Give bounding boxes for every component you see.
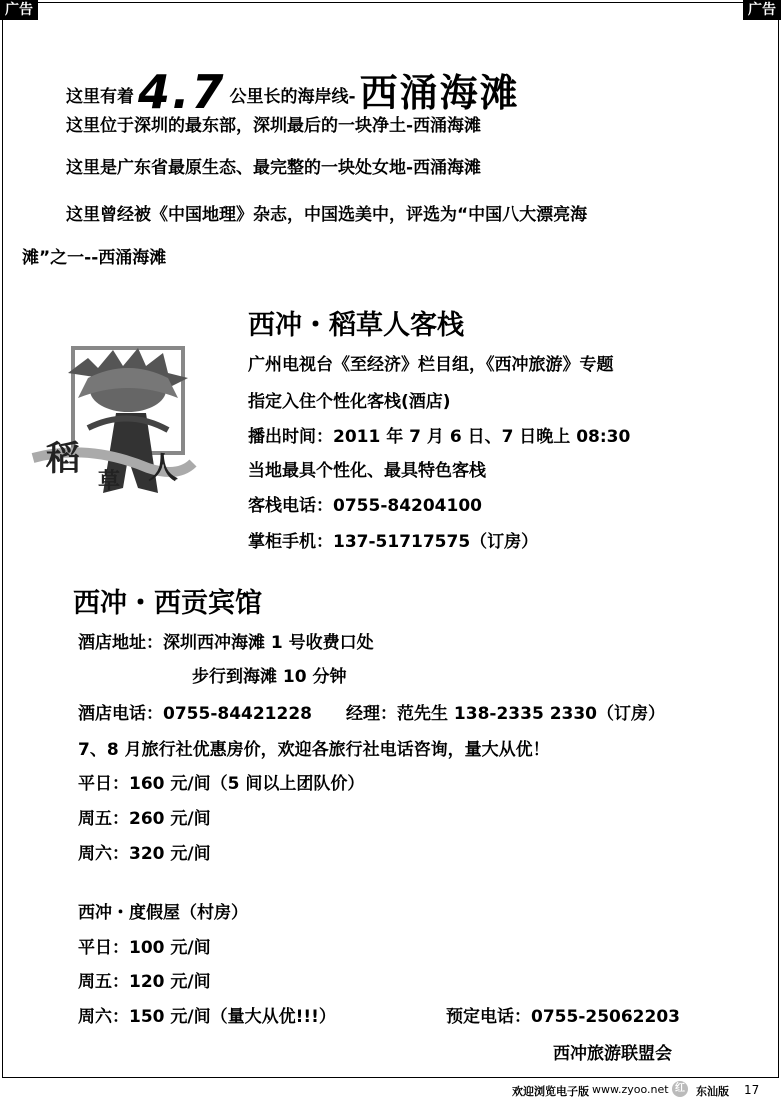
inn-line-3: 播出时间：2011 年 7 月 6 日、7 日晚上 08:30: [248, 427, 631, 447]
inn-phone: 客栈电话：0755-84204100: [248, 496, 482, 516]
hotel-walk: 步行到海滩 10 分钟: [192, 667, 347, 687]
intro-line-1-suffix: 公里长的海岸线-: [229, 87, 356, 107]
scarecrow-inn-logo: [28, 338, 198, 506]
logo-char-1: 稻: [46, 439, 80, 479]
village-title: 西冲・度假屋（村房）: [78, 903, 248, 923]
beach-name-title: 西涌海滩: [359, 71, 520, 115]
inn-mobile: 掌柜手机：137-51717575（订房）: [248, 532, 539, 552]
inn-title: 西冲・稻草人客栈: [248, 310, 464, 341]
hotel-promo: 7、8 月旅行社优惠房价，欢迎各旅行社电话咨询，量大从优！: [78, 740, 550, 760]
ad-tag-right: 广告: [743, 0, 781, 20]
village-price-friday: 周五：120 元/间: [78, 972, 211, 992]
footer-edition: 东汕版: [696, 1085, 729, 1098]
intro-line-1-prefix: 这里有着: [66, 87, 134, 107]
village-booking-phone: 预定电话：0755-25062203: [446, 1007, 680, 1027]
village-price-weekday: 平日：100 元/间: [78, 938, 211, 958]
hotel-price-weekday: 平日：160 元/间（5 间以上团队价）: [78, 774, 365, 794]
footer-circle-icon: 红: [672, 1081, 688, 1097]
intro-line-5: 滩”之一--西涌海滩: [22, 248, 167, 268]
intro-line-1: [66, 58, 520, 119]
logo-char-2: 草: [98, 469, 121, 494]
hotel-title: 西冲・西贡宾馆: [73, 588, 262, 619]
hotel-phone: 酒店电话：0755-84421228 经理：范先生 138-2335 2330（订房）: [78, 704, 666, 724]
hotel-price-saturday: 周六：320 元/间: [78, 844, 211, 864]
intro-line-3: 这里是广东省最原生态、最完整的一块处女地-西涌海滩: [66, 158, 482, 178]
inn-line-4: 当地最具个性化、最具特色客栈: [248, 461, 486, 481]
inn-line-2: 指定入住个性化客栈(酒店): [248, 392, 451, 412]
logo-char-3: 人: [148, 451, 178, 486]
ad-tag-left: 广告: [0, 0, 38, 20]
village-price-saturday: 周六：150 元/间（量大从优!!!）: [78, 1007, 336, 1027]
hotel-address: 酒店地址：深圳西冲海滩 1 号收费口处: [78, 633, 374, 653]
signature: 西冲旅游联盟会: [553, 1044, 672, 1064]
coastline-length: 4.7: [138, 65, 226, 119]
intro-line-4: 这里曾经被《中国地理》杂志，中国选美中，评选为“中国八大漂亮海: [66, 205, 588, 225]
footer-url[interactable]: www.zyoo.net: [592, 1083, 669, 1096]
hotel-price-friday: 周五：260 元/间: [78, 809, 211, 829]
intro-line-2: 这里位于深圳的最东部，深圳最后的一块净土-西涌海滩: [66, 116, 482, 136]
footer-text: 欢迎浏览电子版: [512, 1085, 589, 1098]
page-number: 17: [744, 1083, 760, 1097]
inn-line-1: 广州电视台《至经济》栏目组，《西冲旅游》专题: [248, 355, 614, 375]
